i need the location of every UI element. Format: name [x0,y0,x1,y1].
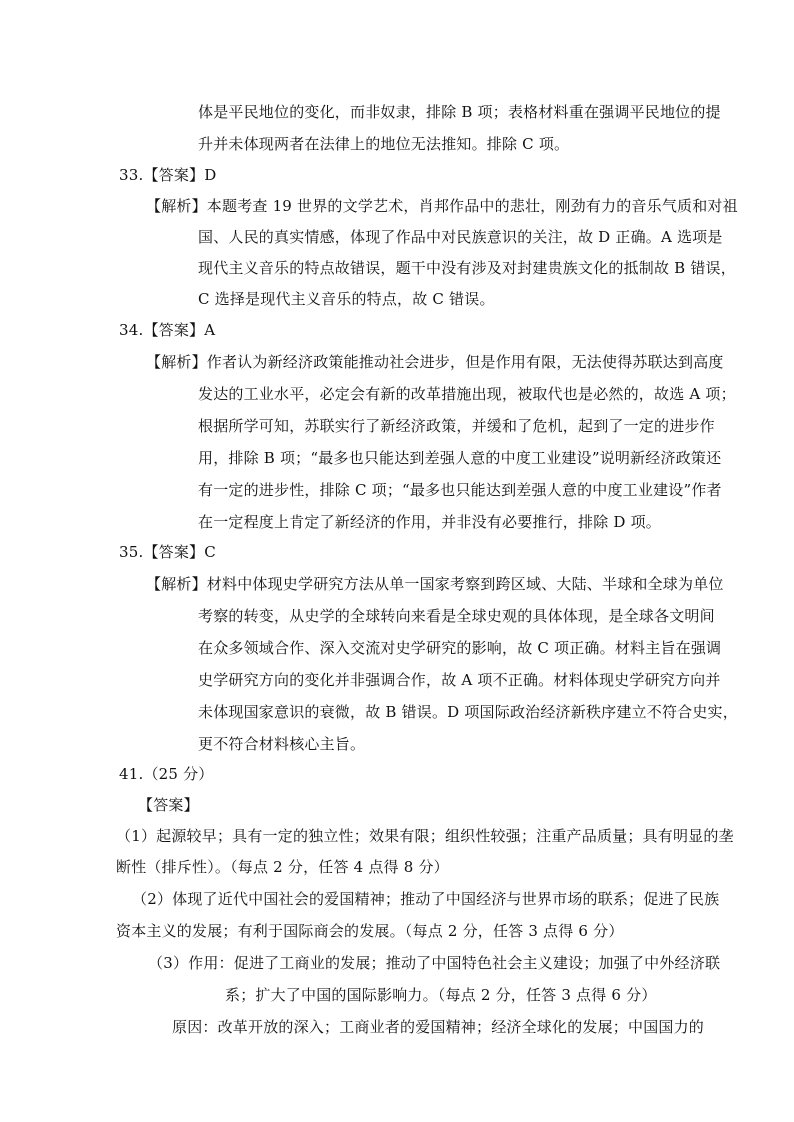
answer-heading-35: 35.【答案】C [119,543,216,561]
text-line: 升并未体现两者在法律上的地位无法推知。排除 C 项。 [198,135,570,153]
text-line: 史学研究方向的变化并非强调合作，故 A 项不正确。材料体现史学研究方向并 [198,671,721,689]
text-line: 发达的工业水平，必定会有新的改革措施出现，被取代也是必然的，故选 A 项； [198,385,736,403]
analysis-line: 【解析】作者认为新经济政策能推动社会进步，但是作用有限，无法使得苏联达到高度 [146,353,724,371]
answer-heading-34: 34.【答案】A [119,321,216,339]
text-line: 考察的转变，从史学的全球转向来看是全球史观的具体体现，是全球各文明间 [198,607,715,625]
text-line: （2）体现了近代中国社会的爱国精神；推动了中国经济与世界市场的联系；促进了民族 [132,890,720,908]
text-line: 体是平民地位的变化，而非奴隶，排除 B 项；表格材料重在强调平民地位的提 [198,103,721,121]
text-line: （3）作用：促进了工商业的发展；推动了中国特色社会主义建设；加强了中外经济联 [148,954,721,972]
text-line: 更不符合材料核心主旨。 [198,735,366,753]
analysis-line: 【解析】材料中体现史学研究方法从单一国家考察到跨区域、大陆、半球和全球为单位 [146,575,724,593]
text-line: 未体现国家意识的衰微，故 B 错误。D 项国际政治经济新秩序建立不符合史实， [198,703,738,721]
analysis-line: 【解析】本题考查 19 世界的文学艺术，肖邦作品中的悲壮，刚劲有力的音乐气质和对祖 [146,197,738,215]
text-line: 断性（排斥性）。（每点 2 分，任答 4 点得 8 分） [116,858,449,876]
text-line: C 选择是现代主义音乐的特点，故 C 错误。 [198,290,495,308]
text-line: 用，排除 B 项；“最多也只能达到差强人意的中度工业建设”说明新经济政策还 [198,449,722,467]
text-line: 有一定的进步性，排除 C 项；“最多也只能达到差强人意的中度工业建设”作者 [198,481,722,499]
text-line: 在众多领域合作、深入交流对史学研究的影响，故 C 项正确。材料主旨在强调 [198,639,722,657]
text-line: 原因：改革开放的深入；工商业者的爱国精神；经济全球化的发展；中国国力的 [172,1018,705,1036]
answer-label: 【答案】 [138,796,199,814]
question-heading-41: 41.（25 分） [119,765,214,783]
text-line: （1）起源较早；具有一定的独立性；效果有限；组织性较强；注重产品质量；具有明显的垄 [116,827,734,845]
text-line: 资本主义的发展；有利于国际商会的发展。（每点 2 分，任答 3 点得 6 分） [116,922,624,940]
text-line: 现代主义音乐的特点故错误，题干中没有涉及对封建贵族文化的抵制故 B 错误， [198,259,736,277]
text-line: 在一定程度上肯定了新经济的作用，并非没有必要推行，排除 D 项。 [198,513,661,531]
answer-heading-33: 33.【答案】D [119,166,217,184]
text-line: 根据所学可知，苏联实行了新经济政策，并缓和了危机，起到了一定的进步作 [198,417,715,435]
text-line: 系；扩大了中国的国际影响力。（每点 2 分，任答 3 点得 6 分） [225,986,657,1004]
text-line: 国、人民的真实情感，体现了作品中对民族意识的关注，故 D 正确。A 选项是 [198,228,723,246]
